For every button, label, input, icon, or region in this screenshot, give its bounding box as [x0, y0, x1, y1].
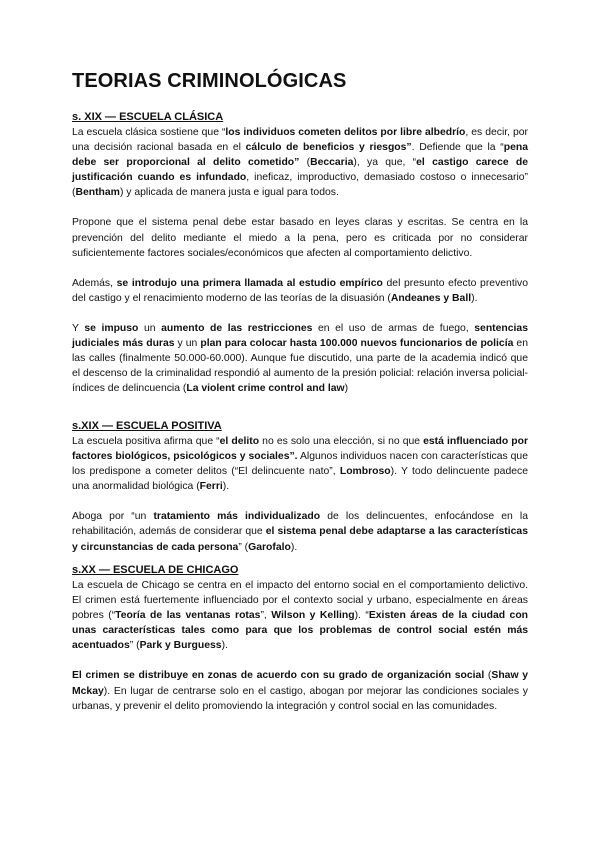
- text-run: ): [344, 383, 349, 395]
- text-run: , ineficaz, improductivo, demasiado costoso o innecesario” (: [72, 172, 529, 199]
- text-run: un: [138, 322, 162, 334]
- text-run: ).: [221, 640, 228, 652]
- bold-text: Lombroso: [339, 466, 391, 478]
- text-run: ” (: [129, 640, 140, 652]
- text-run: ).: [290, 541, 298, 553]
- text-run: (: [484, 670, 492, 682]
- bold-text: sentencias judiciales más duras: [72, 322, 528, 350]
- text-run: , es decir, por una decisión racional basada en el: [72, 127, 528, 154]
- text-run: ), ya que, “: [353, 157, 417, 169]
- text-run: Y: [72, 322, 85, 334]
- bold-text: el delito: [219, 436, 260, 447]
- section-heading: s. XIX — ESCUELA CLÁSICA: [72, 111, 224, 123]
- section-body: [72, 125, 528, 396]
- bold-text: el sistema penal debe adaptarse a las características y circunstancias de cada persona: [72, 526, 528, 553]
- text-run: del presunto efecto preventivo del castigo y el renacimiento moderno de las teorías de la disuasión (: [72, 277, 528, 304]
- paragraph: [72, 215, 528, 260]
- text-run: La escuela positiva afirma que “: [72, 436, 220, 447]
- text-run: ). En lugar de centrarse solo en el castigo, abogan por mejorar las condiciones sociales y urbanas, y prevenir el delito promoviendo la integración y control social en las comunidades.: [72, 685, 528, 712]
- bold-text: aumento de las restricciones: [161, 322, 313, 334]
- paragraph: [72, 668, 528, 713]
- text-run: La escuela de Chicago se centra en el impacto del entorno social en el comportamiento delictivo. El crimen está fuertemente influenciado por el contexto social y urbano, especialmente en áreas pobres (“: [72, 580, 528, 622]
- bold-text: plan para colocar hasta 100.000 nuevos funcionarios de policía: [200, 338, 514, 350]
- section-escuela-chicago: [72, 563, 528, 714]
- paragraph: [72, 125, 528, 200]
- text-run: de los delincuentes, enfocándose en la rehabilitación, además de considerar que: [72, 511, 529, 538]
- paragraph: [72, 509, 528, 554]
- text-run: Además,: [72, 277, 117, 289]
- bold-text: Park y Burguess: [139, 640, 222, 652]
- bold-text: Garofalo: [248, 541, 291, 553]
- bold-text: se introdujo una primera llamada al estudio empírico: [116, 277, 383, 289]
- document-title: TEORIAS CRIMINOLÓGICAS: [72, 70, 347, 92]
- text-run: Propone que el sistema penal debe estar basado en leyes claras y escritas. Se centra en la prevención del delito mediante el miedo a la pena, pero es criticada por no considerar suficientemente factores sociales/económicos que afecten al comportamiento delictivo.: [72, 217, 528, 259]
- section-heading: s.XIX — ESCUELA POSITIVA: [72, 420, 222, 432]
- text-run: La escuela clásica sostiene que “: [72, 127, 226, 138]
- bold-text: Bentham: [75, 187, 120, 199]
- text-run: Algunos individuos nacen con características que los predispone a cometer delitos (“El delincuente nato”,: [72, 451, 528, 478]
- text-run: y un: [174, 338, 201, 350]
- bold-text: los individuos cometen delitos por libre albedrío: [225, 127, 466, 138]
- bold-text: tratamiento más individualizado: [153, 511, 321, 523]
- text-run: Aboga por “un: [72, 511, 154, 523]
- text-run: en el uso de armas de fuego,: [312, 322, 475, 334]
- bold-text: El crimen se distribuye en zonas de acuerdo con su grado de organización social: [72, 670, 485, 682]
- section-body: [72, 578, 528, 714]
- section-body: [72, 434, 528, 555]
- bold-text: Shaw y Mckay: [72, 670, 528, 697]
- paragraph: [72, 434, 528, 494]
- text-run: (: [299, 157, 311, 169]
- bold-text: Beccaria: [310, 157, 354, 169]
- bold-text: está influenciado por factores biológicos, psicológicos y sociales”.: [72, 436, 529, 463]
- text-run: ). Y todo delincuente padece una anormalidad biológica (: [72, 466, 528, 493]
- bold-text: Wilson y Kelling: [271, 610, 355, 622]
- bold-text: Andeanes y Ball: [390, 292, 472, 304]
- bold-text: cálculo de beneficios y riesgos”: [245, 142, 412, 154]
- text-run: . Defiende que la “: [411, 142, 504, 154]
- bold-text: La violent crime control and law: [186, 383, 345, 395]
- text-run: ) y aplicada de manera justa e igual para todos.: [119, 187, 339, 199]
- bold-text: pena debe ser proporcional al delito cometido”: [72, 142, 528, 169]
- paragraph: [72, 276, 528, 306]
- text-run: ). “: [354, 610, 369, 622]
- text-run: ).: [471, 292, 478, 304]
- bold-text: Ferri: [199, 481, 223, 493]
- bold-text: se impuso: [84, 322, 139, 334]
- text-run: ).: [222, 481, 230, 493]
- paragraph: [72, 321, 528, 396]
- text-run: en las calles (finalmente 50.000-60.000). Aunque fue discutido, una parte de la academia indicó que el descenso de la criminalidad respondió al aumento de la presión policial: relación inversa policial-índices de delincuencia (: [72, 338, 528, 395]
- section-escuela-clasica: [72, 110, 528, 396]
- section-escuela-positiva: [72, 419, 528, 555]
- text-run: no es solo una elección, si no que: [259, 436, 424, 447]
- bold-text: Existen áreas de la ciudad con unas características tales como para que los problemas de control social estén más acentuados: [72, 610, 529, 652]
- bold-text: Teoría de las ventanas rotas: [115, 610, 261, 622]
- text-run: ” (: [238, 541, 249, 553]
- paragraph: [72, 578, 528, 653]
- section-heading: s.XX — ESCUELA DE CHICAGO: [72, 564, 239, 576]
- bold-text: el castigo carece de justificación cuando es infundado: [72, 157, 528, 184]
- text-run: ”,: [260, 610, 272, 622]
